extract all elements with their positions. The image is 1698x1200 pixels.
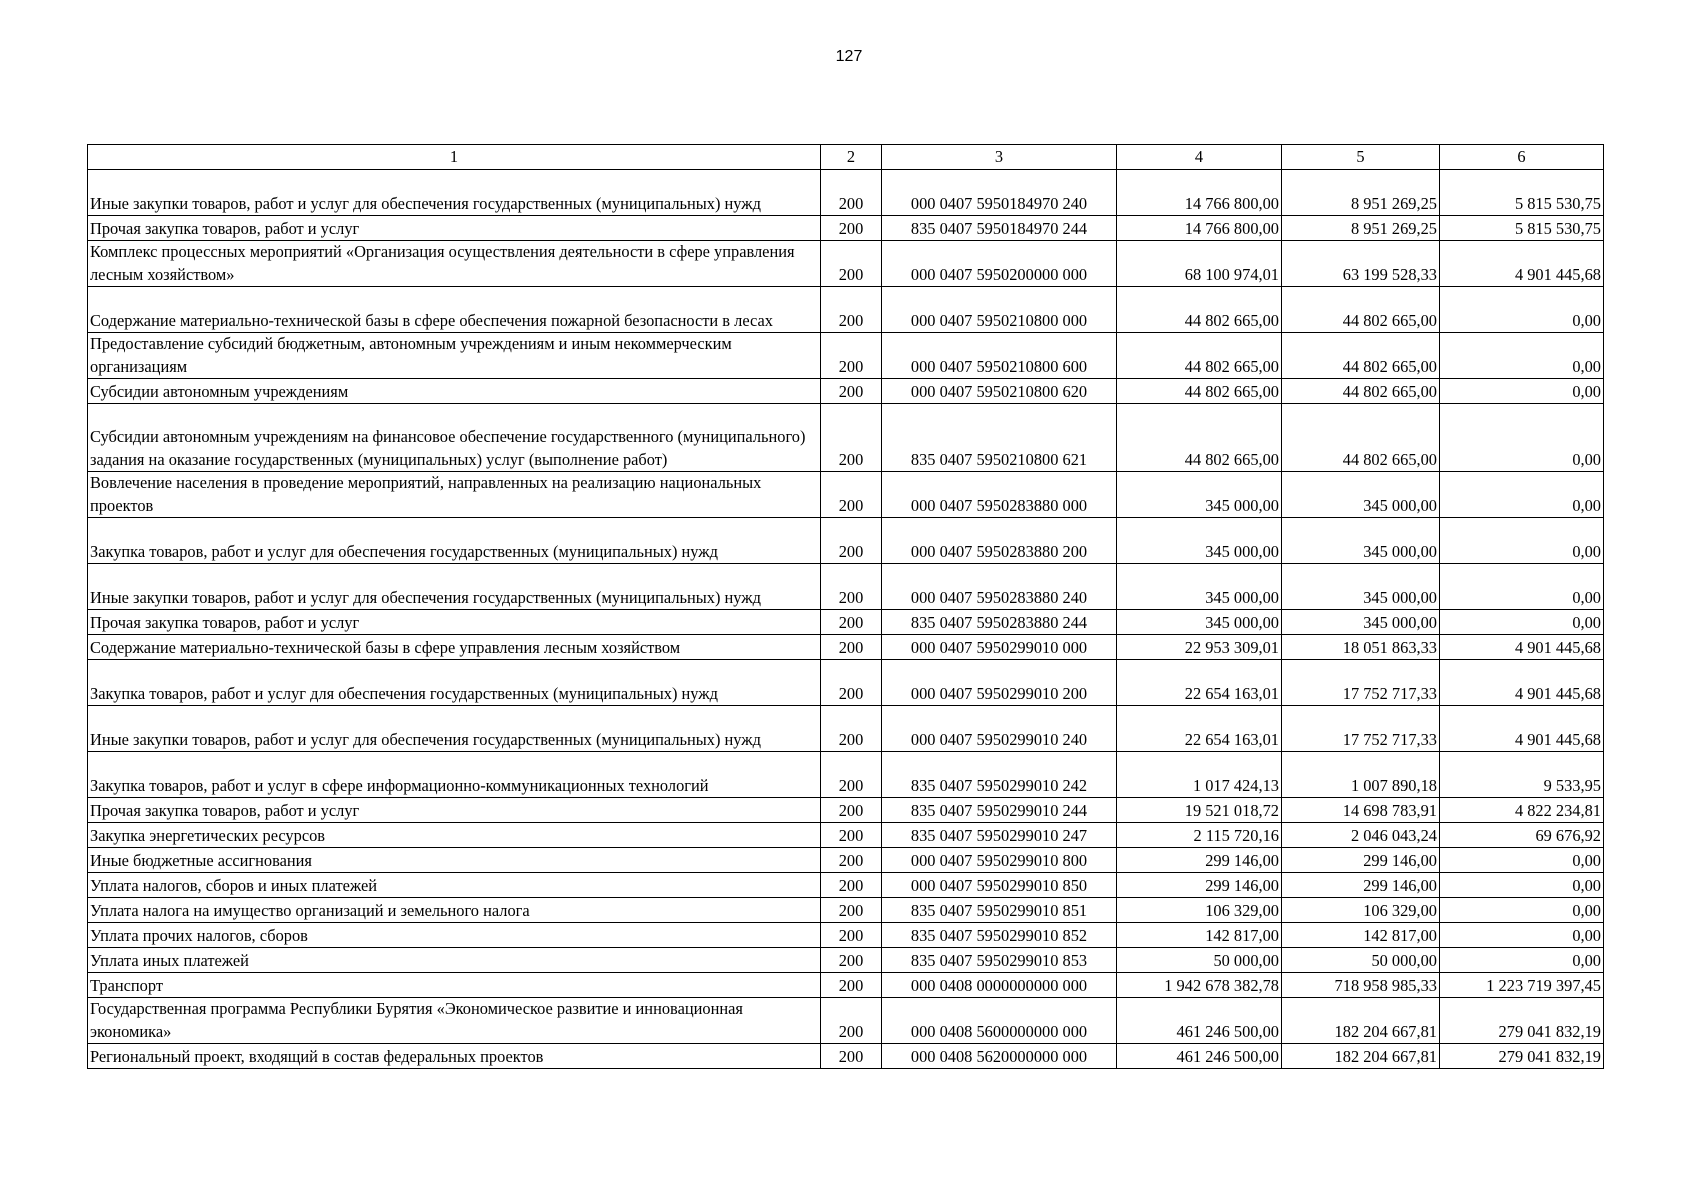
row-indicator-code: 200 (821, 752, 882, 798)
row-indicator-code: 200 (821, 379, 882, 404)
row-budget-classification-code: 835 0407 5950299010 853 (882, 948, 1117, 973)
row-executed-amount: 345 000,00 (1282, 610, 1440, 635)
row-unexecuted-amount: 69 676,92 (1440, 823, 1604, 848)
row-indicator-name: Закупка товаров, работ и услуг для обеспечения государственных (муниципальных) нужд (88, 518, 821, 564)
row-executed-amount: 50 000,00 (1282, 948, 1440, 973)
table-row (88, 948, 1604, 973)
row-approved-amount: 22 953 309,01 (1117, 635, 1282, 660)
row-executed-amount: 2 046 043,24 (1282, 823, 1440, 848)
row-executed-amount: 8 951 269,25 (1282, 170, 1440, 216)
table-row (88, 823, 1604, 848)
row-indicator-code: 200 (821, 1044, 882, 1069)
row-indicator-name: Закупка товаров, работ и услуг для обеспечения государственных (муниципальных) нужд (88, 660, 821, 706)
row-budget-classification-code: 000 0407 5950283880 240 (882, 564, 1117, 610)
row-indicator-code: 200 (821, 973, 882, 998)
row-approved-amount: 345 000,00 (1117, 564, 1282, 610)
row-executed-amount: 14 698 783,91 (1282, 798, 1440, 823)
table-row (88, 998, 1604, 1044)
row-indicator-name: Прочая закупка товаров, работ и услуг (88, 798, 821, 823)
row-indicator-code: 200 (821, 472, 882, 518)
row-indicator-code: 200 (821, 998, 882, 1044)
row-indicator-code: 200 (821, 333, 882, 379)
row-indicator-name: Комплекс процессных мероприятий «Организация осуществления деятельности в сфере управления лесным хозяйством» (88, 241, 821, 287)
row-unexecuted-amount: 0,00 (1440, 379, 1604, 404)
row-indicator-name: Прочая закупка товаров, работ и услуг (88, 610, 821, 635)
row-unexecuted-amount: 0,00 (1440, 948, 1604, 973)
row-approved-amount: 461 246 500,00 (1117, 1044, 1282, 1069)
row-indicator-name: Вовлечение населения в проведение мероприятий, направленных на реализацию национальных проектов (88, 472, 821, 518)
row-budget-classification-code: 000 0407 5950299010 850 (882, 873, 1117, 898)
row-unexecuted-amount: 4 901 445,68 (1440, 660, 1604, 706)
row-budget-classification-code: 000 0407 5950299010 000 (882, 635, 1117, 660)
column-header-1: 1 (88, 145, 821, 170)
row-indicator-name: Уплата прочих налогов, сборов (88, 923, 821, 948)
row-executed-amount: 182 204 667,81 (1282, 998, 1440, 1044)
table-row (88, 873, 1604, 898)
row-indicator-name: Иные закупки товаров, работ и услуг для обеспечения государственных (муниципальных) нужд (88, 170, 821, 216)
row-executed-amount: 44 802 665,00 (1282, 379, 1440, 404)
row-approved-amount: 142 817,00 (1117, 923, 1282, 948)
row-indicator-name: Уплата налогов, сборов и иных платежей (88, 873, 821, 898)
table-row (88, 1044, 1604, 1069)
row-approved-amount: 68 100 974,01 (1117, 241, 1282, 287)
row-indicator-code: 200 (821, 216, 882, 241)
row-unexecuted-amount: 279 041 832,19 (1440, 998, 1604, 1044)
table-row (88, 752, 1604, 798)
row-indicator-name: Содержание материально-технической базы в сфере обеспечения пожарной безопасности в лесах (88, 287, 821, 333)
row-budget-classification-code: 000 0407 5950283880 200 (882, 518, 1117, 564)
row-executed-amount: 17 752 717,33 (1282, 660, 1440, 706)
row-approved-amount: 19 521 018,72 (1117, 798, 1282, 823)
row-indicator-name: Уплата налога на имущество организаций и земельного налога (88, 898, 821, 923)
row-approved-amount: 44 802 665,00 (1117, 404, 1282, 472)
row-indicator-code: 200 (821, 898, 882, 923)
row-approved-amount: 345 000,00 (1117, 472, 1282, 518)
row-unexecuted-amount: 1 223 719 397,45 (1440, 973, 1604, 998)
table-row (88, 798, 1604, 823)
row-indicator-name: Региональный проект, входящий в состав федеральных проектов (88, 1044, 821, 1069)
table-body (88, 170, 1604, 1069)
table-row (88, 848, 1604, 873)
row-unexecuted-amount: 279 041 832,19 (1440, 1044, 1604, 1069)
row-executed-amount: 345 000,00 (1282, 472, 1440, 518)
row-indicator-code: 200 (821, 873, 882, 898)
table-row (88, 610, 1604, 635)
table-row (88, 706, 1604, 752)
row-approved-amount: 44 802 665,00 (1117, 333, 1282, 379)
row-executed-amount: 8 951 269,25 (1282, 216, 1440, 241)
row-indicator-code: 200 (821, 948, 882, 973)
row-indicator-code: 200 (821, 287, 882, 333)
table-row (88, 216, 1604, 241)
row-unexecuted-amount: 4 901 445,68 (1440, 635, 1604, 660)
row-indicator-name: Уплата иных платежей (88, 948, 821, 973)
row-indicator-name: Иные закупки товаров, работ и услуг для обеспечения государственных (муниципальных) нужд (88, 706, 821, 752)
row-indicator-code: 200 (821, 564, 882, 610)
row-executed-amount: 18 051 863,33 (1282, 635, 1440, 660)
row-approved-amount: 299 146,00 (1117, 848, 1282, 873)
row-approved-amount: 1 017 424,13 (1117, 752, 1282, 798)
row-approved-amount: 22 654 163,01 (1117, 706, 1282, 752)
column-number-header-row (88, 145, 1604, 170)
row-budget-classification-code: 835 0407 5950283880 244 (882, 610, 1117, 635)
column-header-5: 5 (1282, 145, 1440, 170)
row-executed-amount: 17 752 717,33 (1282, 706, 1440, 752)
row-unexecuted-amount: 0,00 (1440, 472, 1604, 518)
row-indicator-name: Иные бюджетные ассигнования (88, 848, 821, 873)
row-indicator-name: Содержание материально-технической базы в сфере управления лесным хозяйством (88, 635, 821, 660)
row-budget-classification-code: 000 0407 5950283880 000 (882, 472, 1117, 518)
row-unexecuted-amount: 0,00 (1440, 610, 1604, 635)
row-approved-amount: 106 329,00 (1117, 898, 1282, 923)
row-approved-amount: 44 802 665,00 (1117, 379, 1282, 404)
row-budget-classification-code: 000 0407 5950210800 600 (882, 333, 1117, 379)
row-approved-amount: 299 146,00 (1117, 873, 1282, 898)
row-executed-amount: 142 817,00 (1282, 923, 1440, 948)
row-indicator-code: 200 (821, 518, 882, 564)
row-unexecuted-amount: 0,00 (1440, 518, 1604, 564)
row-approved-amount: 22 654 163,01 (1117, 660, 1282, 706)
row-indicator-name: Закупка товаров, работ и услуг в сфере информационно-коммуникационных технологий (88, 752, 821, 798)
row-indicator-name: Субсидии автономным учреждениям (88, 379, 821, 404)
row-unexecuted-amount: 0,00 (1440, 898, 1604, 923)
row-budget-classification-code: 835 0407 5950210800 621 (882, 404, 1117, 472)
column-header-4: 4 (1117, 145, 1282, 170)
row-executed-amount: 345 000,00 (1282, 518, 1440, 564)
row-budget-classification-code: 000 0407 5950184970 240 (882, 170, 1117, 216)
row-approved-amount: 14 766 800,00 (1117, 216, 1282, 241)
row-executed-amount: 299 146,00 (1282, 848, 1440, 873)
row-unexecuted-amount: 4 901 445,68 (1440, 241, 1604, 287)
row-indicator-code: 200 (821, 660, 882, 706)
row-indicator-code: 200 (821, 823, 882, 848)
row-indicator-name: Предоставление субсидий бюджетным, автономным учреждениям и иным некоммерческим организациям (88, 333, 821, 379)
row-executed-amount: 345 000,00 (1282, 564, 1440, 610)
table-row (88, 404, 1604, 472)
row-executed-amount: 1 007 890,18 (1282, 752, 1440, 798)
row-unexecuted-amount: 5 815 530,75 (1440, 170, 1604, 216)
row-unexecuted-amount: 0,00 (1440, 333, 1604, 379)
table-row (88, 170, 1604, 216)
row-budget-classification-code: 000 0407 5950299010 200 (882, 660, 1117, 706)
table-row (88, 472, 1604, 518)
row-unexecuted-amount: 0,00 (1440, 564, 1604, 610)
row-indicator-code: 200 (821, 404, 882, 472)
row-budget-classification-code: 835 0407 5950299010 852 (882, 923, 1117, 948)
row-executed-amount: 182 204 667,81 (1282, 1044, 1440, 1069)
row-executed-amount: 44 802 665,00 (1282, 333, 1440, 379)
row-unexecuted-amount: 0,00 (1440, 923, 1604, 948)
row-approved-amount: 461 246 500,00 (1117, 998, 1282, 1044)
row-executed-amount: 718 958 985,33 (1282, 973, 1440, 998)
row-budget-classification-code: 000 0407 5950210800 000 (882, 287, 1117, 333)
row-indicator-name: Прочая закупка товаров, работ и услуг (88, 216, 821, 241)
row-budget-classification-code: 000 0407 5950299010 800 (882, 848, 1117, 873)
row-approved-amount: 2 115 720,16 (1117, 823, 1282, 848)
row-unexecuted-amount: 0,00 (1440, 287, 1604, 333)
row-unexecuted-amount: 5 815 530,75 (1440, 216, 1604, 241)
row-indicator-name: Государственная программа Республики Бурятия «Экономическое развитие и инновационная экономика» (88, 998, 821, 1044)
row-budget-classification-code: 835 0407 5950299010 242 (882, 752, 1117, 798)
column-header-6: 6 (1440, 145, 1604, 170)
row-unexecuted-amount: 4 822 234,81 (1440, 798, 1604, 823)
row-indicator-code: 200 (821, 635, 882, 660)
row-approved-amount: 44 802 665,00 (1117, 287, 1282, 333)
row-budget-classification-code: 835 0407 5950184970 244 (882, 216, 1117, 241)
row-unexecuted-amount: 9 533,95 (1440, 752, 1604, 798)
row-indicator-code: 200 (821, 923, 882, 948)
row-budget-classification-code: 000 0408 5600000000 000 (882, 998, 1117, 1044)
row-executed-amount: 44 802 665,00 (1282, 287, 1440, 333)
row-indicator-code: 200 (821, 241, 882, 287)
row-indicator-code: 200 (821, 798, 882, 823)
row-executed-amount: 44 802 665,00 (1282, 404, 1440, 472)
budget-execution-table (87, 144, 1604, 1069)
table-row (88, 898, 1604, 923)
row-budget-classification-code: 000 0407 5950299010 240 (882, 706, 1117, 752)
row-budget-classification-code: 000 0408 0000000000 000 (882, 973, 1117, 998)
row-indicator-code: 200 (821, 610, 882, 635)
row-budget-classification-code: 835 0407 5950299010 851 (882, 898, 1117, 923)
row-unexecuted-amount: 0,00 (1440, 873, 1604, 898)
table-row (88, 241, 1604, 287)
row-approved-amount: 14 766 800,00 (1117, 170, 1282, 216)
row-indicator-name: Закупка энергетических ресурсов (88, 823, 821, 848)
row-approved-amount: 345 000,00 (1117, 610, 1282, 635)
table-row (88, 333, 1604, 379)
row-budget-classification-code: 000 0408 5620000000 000 (882, 1044, 1117, 1069)
row-budget-classification-code: 000 0407 5950210800 620 (882, 379, 1117, 404)
row-indicator-code: 200 (821, 706, 882, 752)
row-indicator-name: Транспорт (88, 973, 821, 998)
table-row (88, 287, 1604, 333)
row-executed-amount: 63 199 528,33 (1282, 241, 1440, 287)
row-unexecuted-amount: 4 901 445,68 (1440, 706, 1604, 752)
row-budget-classification-code: 000 0407 5950200000 000 (882, 241, 1117, 287)
table-row (88, 635, 1604, 660)
row-indicator-code: 200 (821, 848, 882, 873)
table-row (88, 923, 1604, 948)
row-executed-amount: 299 146,00 (1282, 873, 1440, 898)
row-budget-classification-code: 835 0407 5950299010 244 (882, 798, 1117, 823)
row-indicator-name: Субсидии автономным учреждениям на финансовое обеспечение государственного (муниципального) задания на оказание государственных (муниципальных) услуг (выполнение работ) (88, 404, 821, 472)
row-budget-classification-code: 835 0407 5950299010 247 (882, 823, 1117, 848)
page-number: 127 (835, 48, 863, 65)
table-row (88, 973, 1604, 998)
row-executed-amount: 106 329,00 (1282, 898, 1440, 923)
row-unexecuted-amount: 0,00 (1440, 848, 1604, 873)
table-row (88, 564, 1604, 610)
column-header-2: 2 (821, 145, 882, 170)
row-approved-amount: 345 000,00 (1117, 518, 1282, 564)
column-header-3: 3 (882, 145, 1117, 170)
row-indicator-code: 200 (821, 170, 882, 216)
table-row (88, 660, 1604, 706)
row-approved-amount: 1 942 678 382,78 (1117, 973, 1282, 998)
row-indicator-name: Иные закупки товаров, работ и услуг для обеспечения государственных (муниципальных) нужд (88, 564, 821, 610)
table-row (88, 518, 1604, 564)
table-row (88, 379, 1604, 404)
row-unexecuted-amount: 0,00 (1440, 404, 1604, 472)
row-approved-amount: 50 000,00 (1117, 948, 1282, 973)
